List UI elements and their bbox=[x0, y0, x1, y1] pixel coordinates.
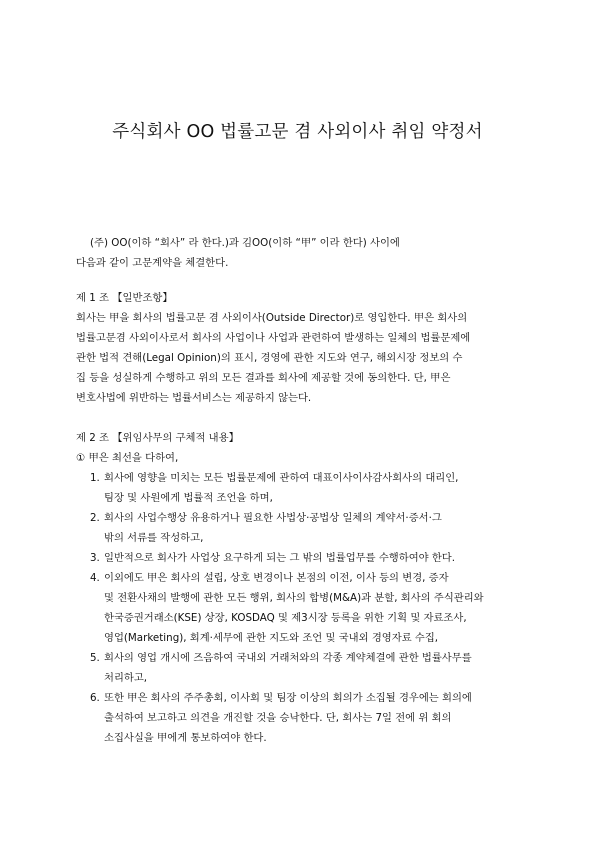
list-item-number: 5. bbox=[90, 652, 100, 664]
article-1 bbox=[76, 288, 470, 408]
list-item-line: 출석하여 보고하고 의견을 개진할 것을 승낙한다. 단, 회사는 7일 전에 위 회의 bbox=[104, 712, 452, 724]
list-item bbox=[76, 508, 484, 548]
list-item-line: 회사에 영향을 미치는 모든 법률문제에 관하여 대표이사이사감사회사의 대리인, bbox=[104, 472, 459, 484]
list-item-line: 한국증권거래소(KSE) 상장, KOSDAQ 및 제3시장 등록을 위한 기획 및 자료조사, bbox=[104, 612, 467, 624]
article-1-line: 변호사법에 위반하는 법률서비스는 제공하지 않는다. bbox=[76, 392, 312, 404]
list-item-line: 회사의 영업 개시에 즈음하여 국내외 거래처와의 각종 계약체결에 관한 법률사무를 bbox=[104, 652, 472, 664]
intro-paragraph bbox=[76, 233, 400, 273]
article-1-line: 회사는 甲을 회사의 법률고문 겸 사외이사(Outside Director)로 영입한다. 甲은 회사의 bbox=[76, 312, 468, 324]
article-2-clause: ① 甲은 최선을 다하여, bbox=[76, 452, 179, 464]
list-item-line: 팀장 및 사원에게 법률적 조언을 하며, bbox=[104, 492, 273, 504]
list-item-line: 영업(Marketing), 회계·세무에 관한 지도와 조언 및 국내외 경영자료 수집, bbox=[104, 632, 439, 644]
list-item bbox=[76, 648, 484, 688]
list-item-line: 또한 甲은 회사의 주주총회, 이사회 및 팀장 이상의 회의가 소집될 경우에는 회의에 bbox=[104, 692, 472, 704]
list-item-line: 밖의 서류를 작성하고, bbox=[104, 532, 204, 544]
article-1-line: 관한 법적 견해(Legal Opinion)의 표시, 경영에 관한 지도와 연구, 해외시장 정보의 수 bbox=[76, 352, 463, 364]
article-2-heading: 제 2 조 【위임사무의 구체적 내용】 bbox=[76, 432, 239, 444]
list-item-line: 처리하고, bbox=[104, 672, 148, 684]
list-item bbox=[76, 548, 484, 568]
list-item-line: 이외에도 甲은 회사의 설립, 상호 변경이나 본점의 이전, 이사 등의 변경, 증자 bbox=[104, 572, 449, 584]
list-item-number: 2. bbox=[90, 512, 100, 524]
list-item bbox=[76, 468, 484, 508]
list-item bbox=[76, 688, 484, 748]
document-title: 주식회사 OO 법률고문 겸 사외이사 취임 약정서 bbox=[112, 122, 483, 142]
article-1-line: 법률고문겸 사외이사로서 회사의 사업이나 사업과 관련하여 발생하는 일체의 법률문제에 bbox=[76, 332, 471, 344]
list-item-line: 일반적으로 회사가 사업상 요구하게 되는 그 밖의 법률업무를 수행하여야 한다. bbox=[104, 552, 456, 564]
list-item-number: 1. bbox=[90, 472, 100, 484]
article-2 bbox=[76, 428, 484, 748]
intro-line: (주) OO(이하 “회사” 라 한다.)과 김OO(이하 “甲” 이라 한다) 사이에 bbox=[90, 237, 400, 249]
list-item-line: 회사의 사업수행상 유용하거나 필요한 사법상·공법상 일체의 계약서·증서·그 bbox=[104, 512, 442, 524]
article-1-heading: 제 1 조 【일반조항】 bbox=[76, 292, 173, 304]
list-item-number: 4. bbox=[90, 572, 100, 584]
article-1-line: 집 등을 성실하게 수행하고 위의 모든 결과를 회사에 제공할 것에 동의한다. 단, 甲은 bbox=[76, 372, 451, 384]
list-item bbox=[76, 568, 484, 648]
intro-line: 다음과 같이 고문계약을 체결한다. bbox=[76, 257, 229, 269]
list-item-number: 6. bbox=[90, 692, 100, 704]
list-item-line: 소집사실을 甲에게 통보하여야 한다. bbox=[104, 732, 267, 744]
list-item-number: 3. bbox=[90, 552, 100, 564]
list-item-line: 및 전환사채의 발행에 관한 모든 행위, 회사의 합병(M&A)과 분할, 회사의 주식관리와 bbox=[104, 592, 484, 604]
